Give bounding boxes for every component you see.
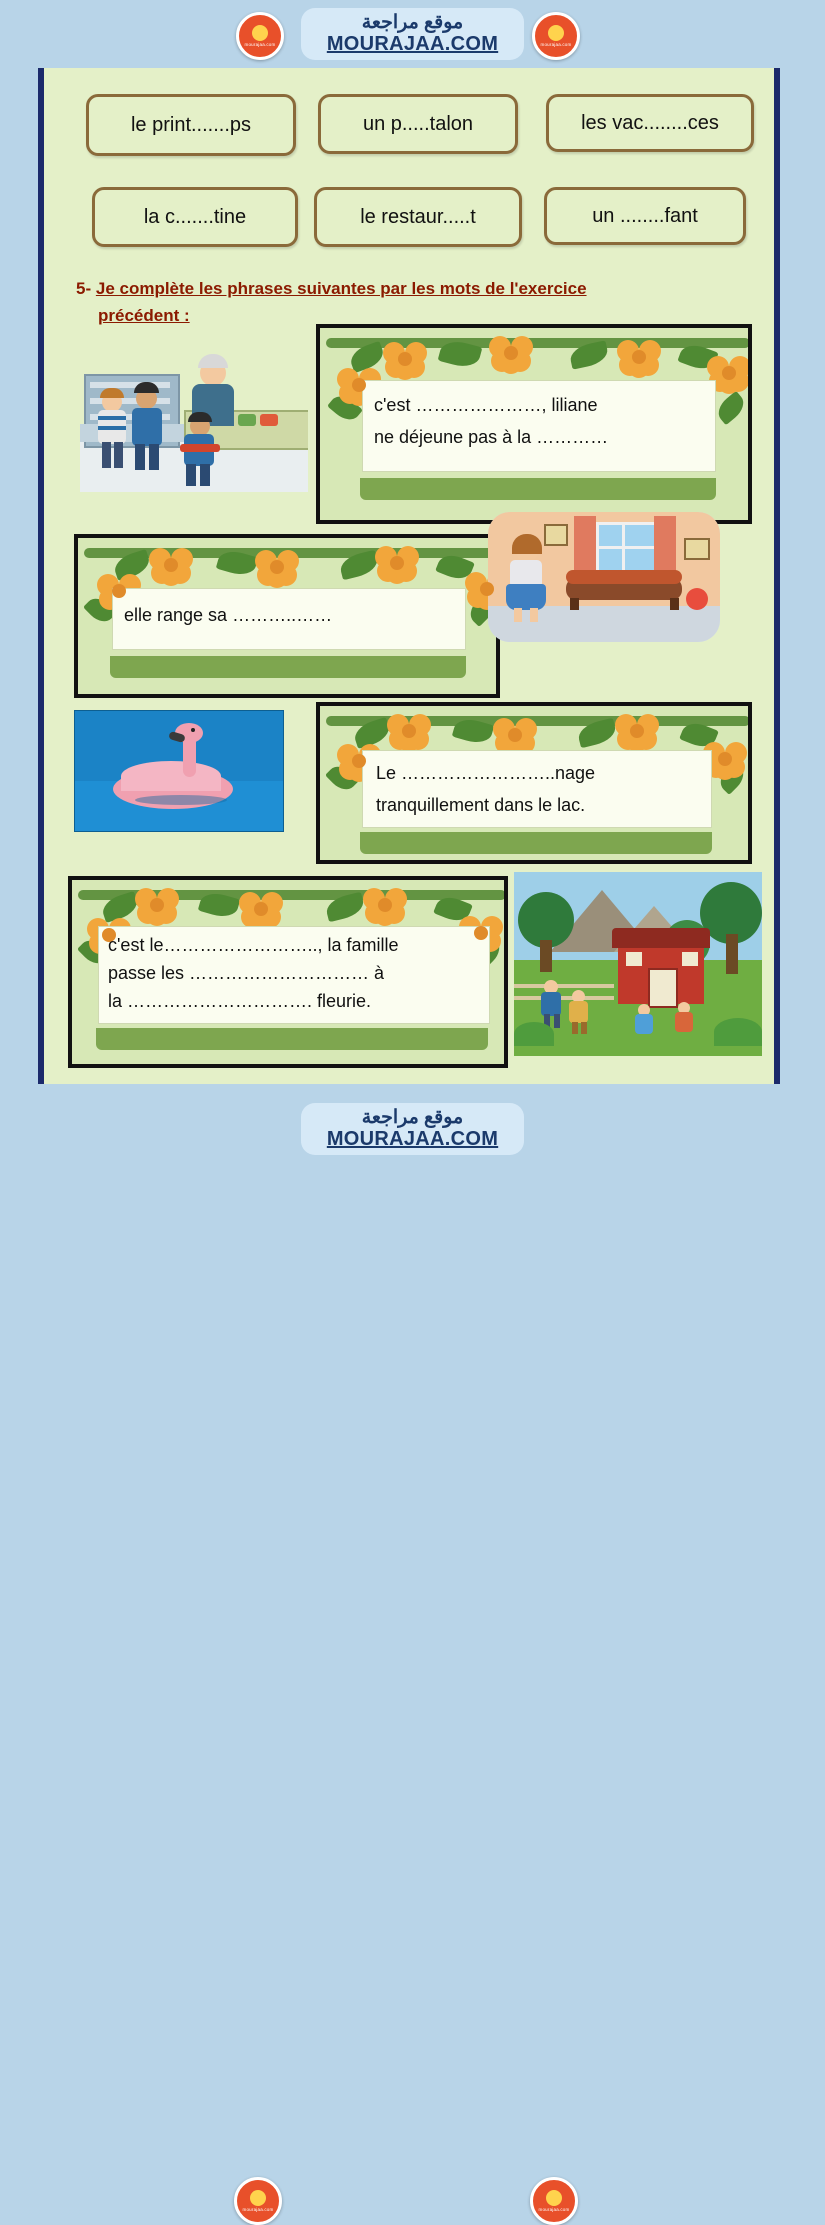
word-box-printemps[interactable]: le print.......ps — [86, 94, 296, 156]
sentence-4-line-3: la …………………………. fleurie. — [108, 990, 372, 1011]
sentence-3-line-1: Le ……………………..nage — [376, 763, 596, 783]
word-box-row-1 — [86, 94, 786, 156]
sentence-panel-3 — [316, 702, 752, 864]
sentence-3-line-2: tranquillement dans le lac. — [376, 794, 586, 815]
logo-text: mourajaa.com — [244, 42, 276, 47]
sentence-1-line-2: ne déjeune pas à la ………… — [374, 426, 609, 447]
exercise-instruction-line1: Je complète les phrases suivantes par les mots de l'exercice — [95, 279, 587, 298]
word-box-restaurant[interactable]: le restaur.....t — [314, 187, 522, 247]
sentence-4-line-1: c'est le…………………….., la famille — [108, 935, 399, 955]
logo-text: mourajaa.com — [540, 42, 572, 47]
sentence-4-text — [108, 932, 488, 1016]
word-box-vacances[interactable]: les vac........ces — [546, 94, 754, 152]
sentence-panel-4 — [68, 876, 508, 1068]
exercise-number: 5- — [76, 279, 92, 298]
flamingo-on-lake-illustration — [74, 710, 284, 832]
sentence-panel-1 — [316, 324, 752, 524]
logo-text: mourajaa.com — [242, 2207, 274, 2212]
watermark-arabic-bottom: موقع مراجعة — [361, 1106, 464, 1128]
mourajaa-logo-icon — [530, 2177, 578, 2225]
sentence-panel-2 — [74, 534, 500, 698]
word-box-elephant[interactable]: un ........fant — [544, 187, 746, 245]
sentence-1-text — [374, 390, 704, 453]
bottom-watermark-band — [0, 1089, 825, 2212]
watermark-url-bottom[interactable]: MOURAJAA.COM — [326, 1128, 499, 1151]
sentence-2-line-1: elle range sa ………..…… — [124, 605, 333, 625]
mourajaa-logo-icon — [532, 12, 580, 60]
word-box-cantine[interactable]: la c.......tine — [92, 187, 298, 247]
girl-tidying-room-illustration — [488, 512, 720, 642]
watermark-label-bottom — [301, 1103, 524, 1156]
sentence-4-line-2: passe les ………………………… à — [108, 962, 385, 983]
watermark-label-top — [301, 8, 524, 61]
exercise-instruction — [76, 275, 776, 329]
word-box-pantalon[interactable]: un p.....talon — [318, 94, 518, 154]
sentence-2-text — [124, 600, 454, 632]
mourajaa-logo-icon — [236, 12, 284, 60]
watermark-url-top[interactable]: MOURAJAA.COM — [326, 33, 499, 56]
logo-text: mourajaa.com — [538, 2207, 570, 2212]
sentence-3-text — [376, 758, 706, 821]
word-box-row-2 — [92, 187, 792, 247]
mourajaa-logo-icon — [234, 2177, 282, 2225]
watermark-arabic-top: موقع مراجعة — [361, 11, 464, 33]
sentence-1-line-1: c'est …………………, liliane — [374, 395, 598, 415]
exercise-instruction-line2: précédent : — [98, 306, 190, 326]
school-canteen-illustration — [80, 332, 308, 492]
worksheet-sheet — [38, 42, 780, 1084]
top-watermark-band — [0, 0, 825, 68]
countryside-farm-illustration — [514, 872, 762, 1056]
